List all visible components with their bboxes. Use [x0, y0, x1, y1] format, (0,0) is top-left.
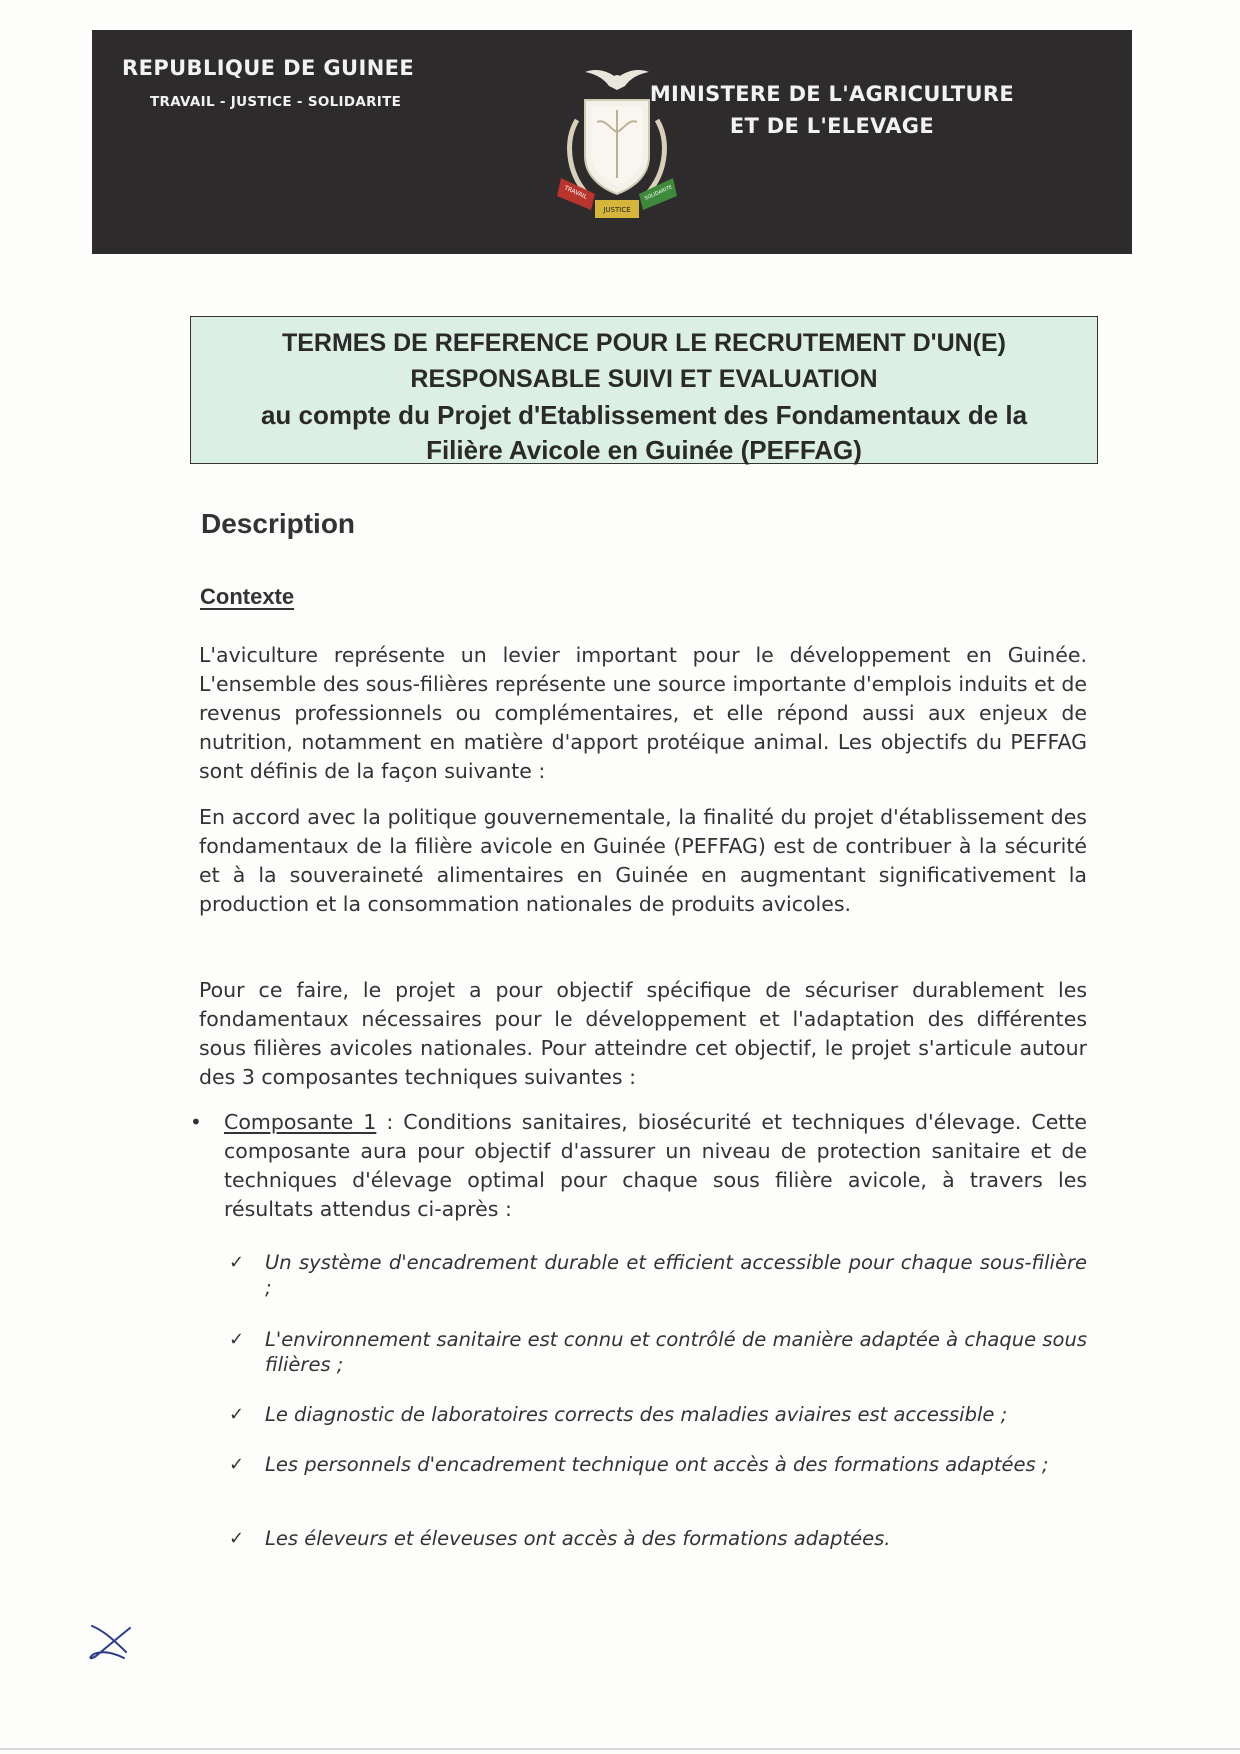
emblem-word-solidarite: SOLIDARITE	[643, 184, 674, 202]
ministry-line-2: ET DE L'ELEVAGE	[729, 114, 934, 138]
component-1-bullet	[190, 1108, 1087, 1224]
checkmark-icon: ✓	[229, 1329, 245, 1350]
result-text: Le diagnostic de laboratoires corrects des maladies aviaires est accessible ;	[265, 1403, 1008, 1426]
header-banner	[92, 30, 1132, 254]
paragraph-2: En accord avec la politique gouvernementale, la finalité du projet d'établissement des fondamentaux de la filière avicole en Guinée (PEFFAG) est de contribuer à la sécurité et à la souveraineté alimentaires en Guinée en augmentant significativement la production et la consommation nationales de produits avicoles.	[199, 805, 1087, 916]
list-item	[229, 1250, 1087, 1300]
component-1-text	[224, 1108, 1087, 1224]
list-item	[229, 1327, 1087, 1377]
paragraph-3: Pour ce faire, le projet a pour objectif spécifique de sécuriser durablement les fondamentaux nécessaires pour le développement et l'adaptation des différentes sous filières avicoles nationales. Pour atteindre cet objectif, le projet s'articule autour des 3 composantes techniques suivantes :	[199, 978, 1087, 1089]
checkmark-icon: ✓	[229, 1454, 245, 1475]
ministry-line-1: MINISTERE DE L'AGRICULTURE	[649, 82, 1014, 106]
country-name: REPUBLIQUE DE GUINEE	[122, 56, 415, 80]
emblem-word-justice: JUSTICE	[603, 206, 631, 214]
result-text: L'environnement sanitaire est connu et contrôlé de manière adaptée à chaque sous filières ;	[265, 1328, 1087, 1376]
title-line-3: au compte du Projet d'Etablissement des Fondamentaux de la	[260, 400, 1028, 430]
result-text: Les personnels d'encadrement technique ont accès à des formations adaptées ;	[265, 1453, 1049, 1476]
checkmark-icon: ✓	[229, 1528, 245, 1549]
subsection-heading: Contexte	[200, 584, 295, 609]
page-edge-divider	[0, 1748, 1240, 1750]
component-1-label: Composante 1	[224, 1110, 377, 1134]
national-motto: TRAVAIL - JUSTICE - SOLIDARITE	[150, 94, 402, 110]
title-line-4: Filière Avicole en Guinée (PEFFAG)	[426, 435, 862, 465]
list-item	[229, 1452, 1087, 1477]
result-text: Un système d'encadrement durable et efficient accessible pour chaque sous-filière ;	[265, 1251, 1087, 1299]
paragraph-1: L'aviculture représente un levier important pour le développement en Guinée. L'ensemble des sous-filières représente une source importante d'emplois induits et de revenus professionnels ou complémentaires, et elle répond aussi aux enjeux de nutrition, notamment en matière d'apport protéique animal. Les objectifs du PEFFAG sont définis de la façon suivante :	[199, 643, 1087, 783]
list-item	[229, 1402, 1087, 1427]
header-left	[122, 56, 414, 110]
title-box	[190, 316, 1098, 464]
checkmark-icon: ✓	[229, 1252, 245, 1273]
title-line-1: TERMES DE REFERENCE POUR LE RECRUTEMENT D'UN(E)	[281, 329, 1007, 357]
list-item	[229, 1526, 1087, 1551]
section-heading: Description	[201, 508, 356, 539]
emblem-word-travail: TRAVAIL	[563, 184, 589, 201]
checkmark-icon: ✓	[229, 1404, 245, 1425]
title-line-2: RESPONSABLE SUIVI ET EVALUATION	[410, 365, 878, 393]
header-right	[650, 78, 1014, 142]
handwritten-initials-icon	[86, 1622, 136, 1662]
component-1-description: : Conditions sanitaires, biosécurité et techniques d'élevage. Cette composante aura pour objectif d'assurer un niveau de protection sanitaire et de techniques d'élevage optimal pour chaque sous filière avicole, à travers les résultats attendus ci-après :	[224, 1110, 1087, 1221]
bullet-icon: •	[190, 1110, 202, 1134]
result-text: Les éleveurs et éleveuses ont accès à des formations adaptées.	[265, 1527, 891, 1550]
